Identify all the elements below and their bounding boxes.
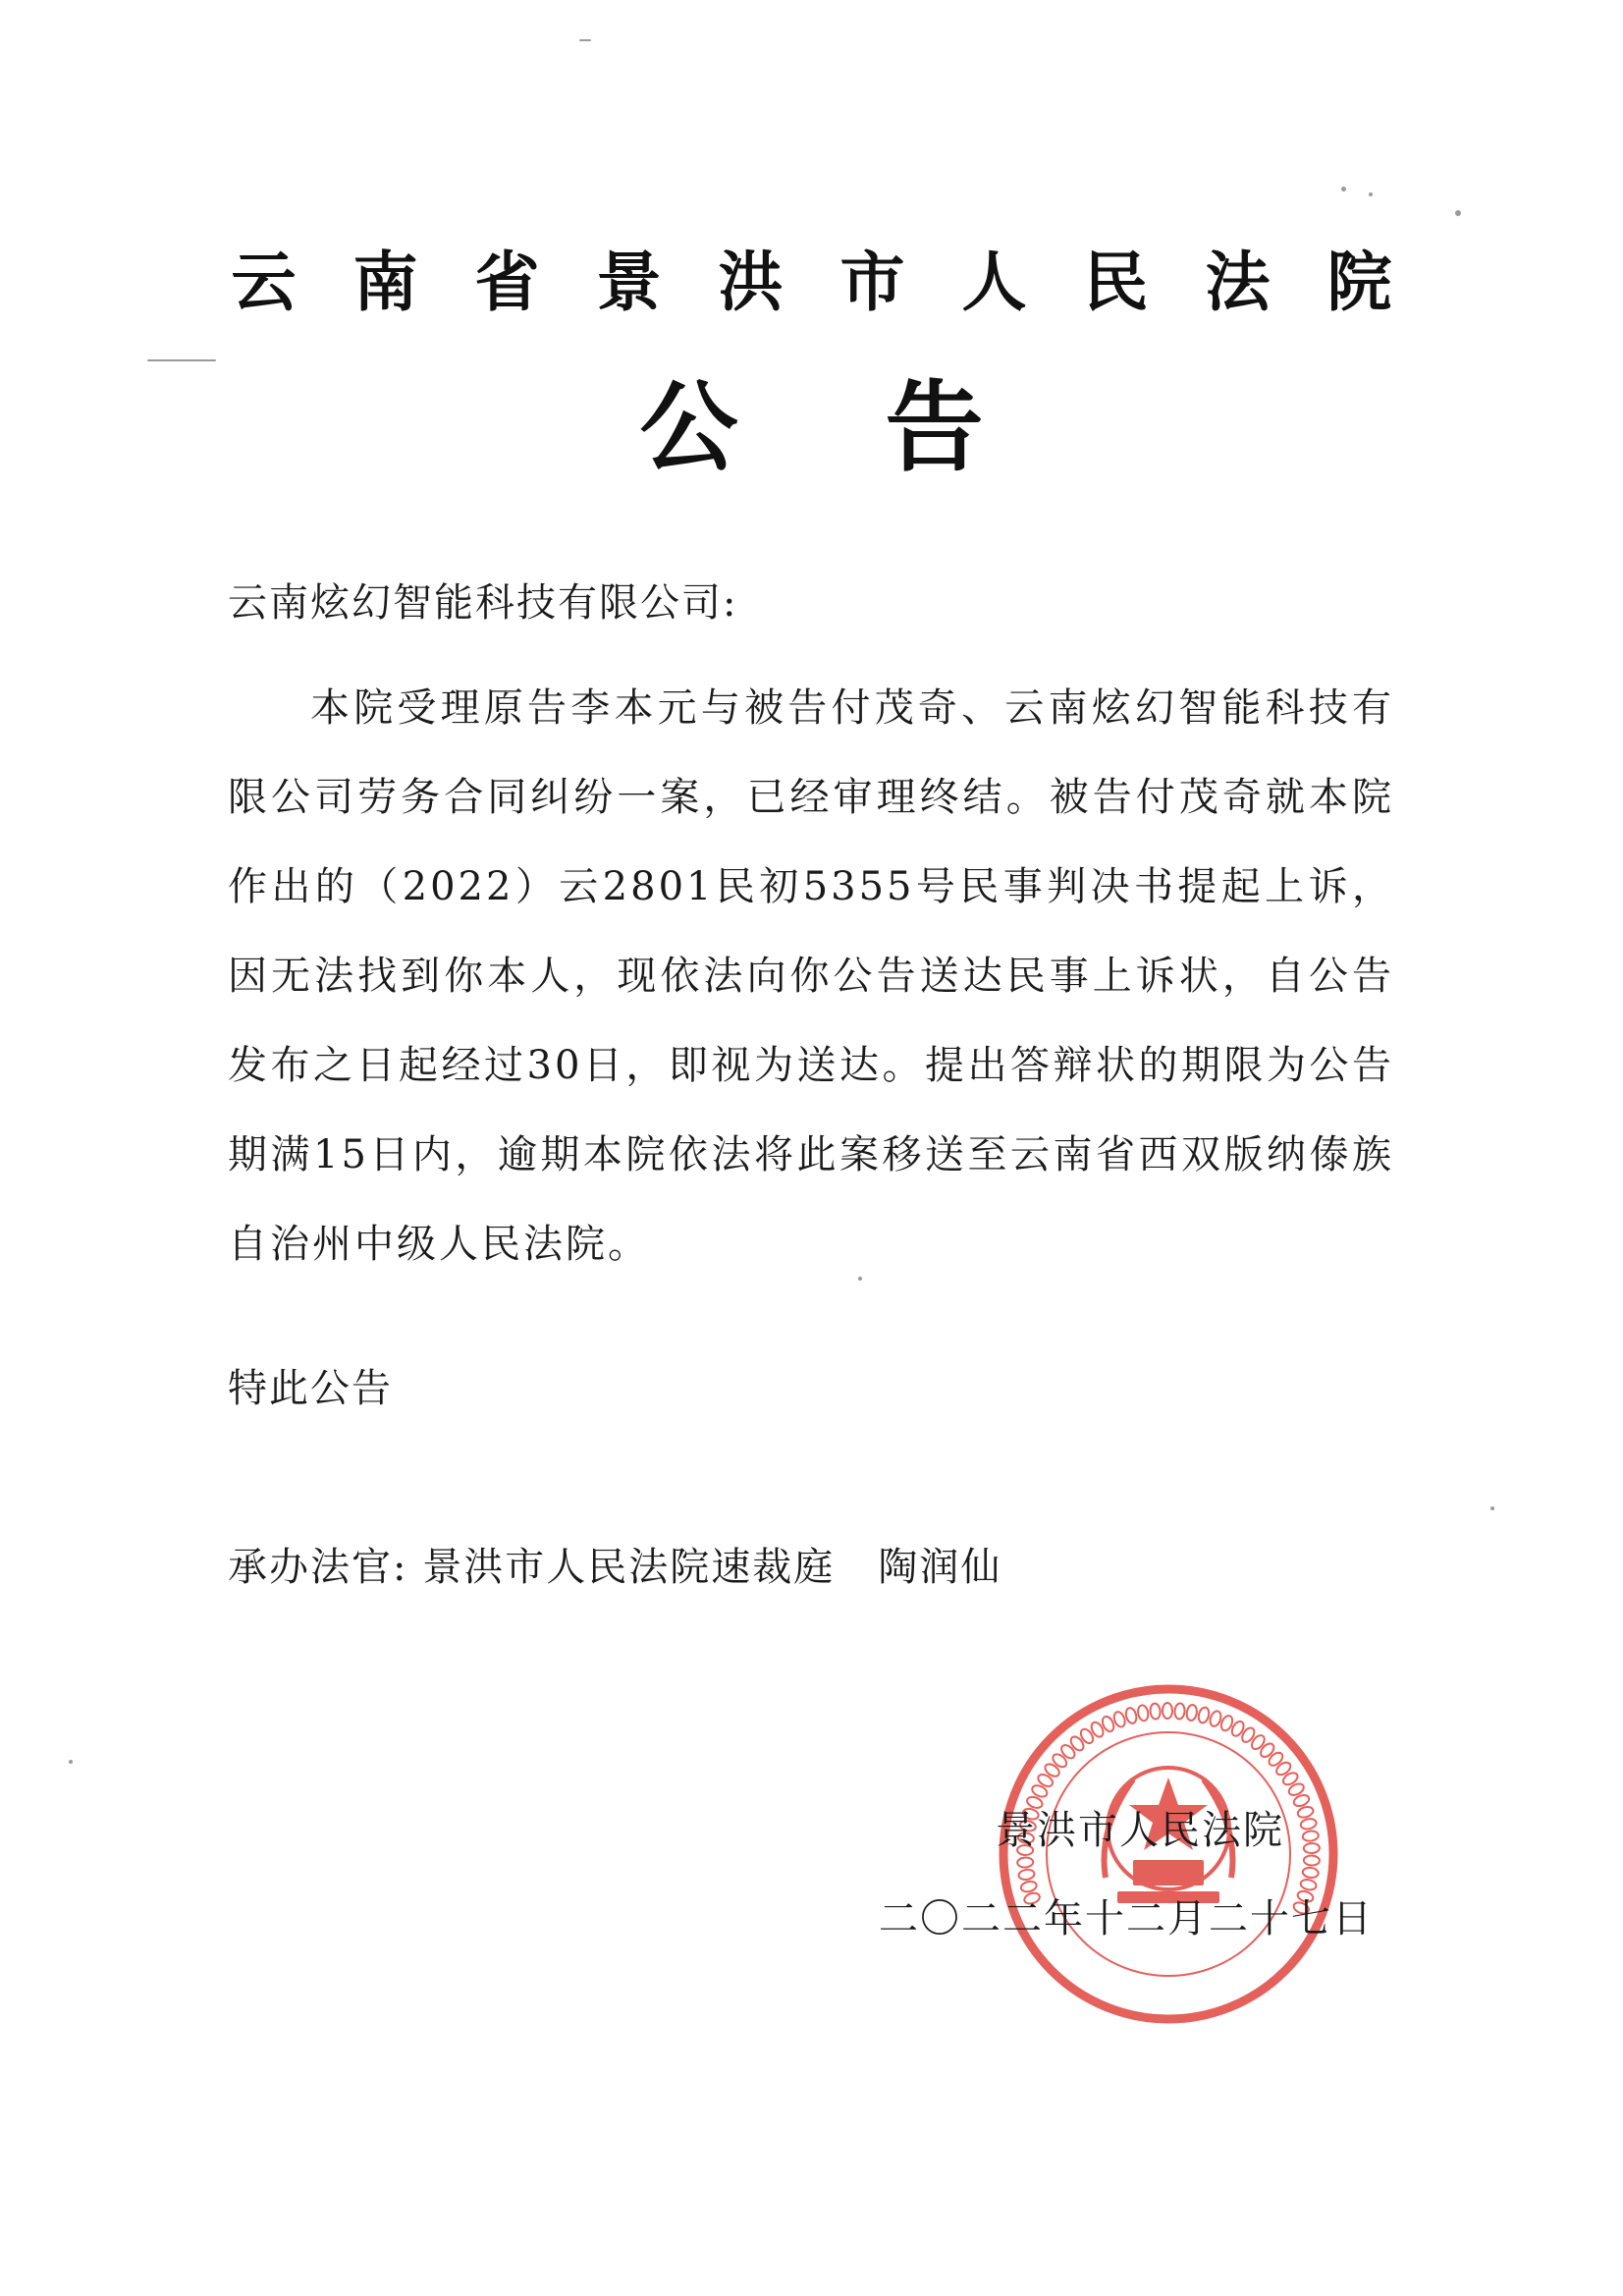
scan-speck [858, 1277, 862, 1281]
scan-speck [147, 359, 216, 361]
scan-speck [1455, 210, 1461, 216]
issuing-court-signature: 景洪市人民法院 [996, 1808, 1284, 1853]
closing-phrase: 特此公告 [228, 1366, 393, 1411]
presiding-judge-line [228, 1540, 1001, 1595]
scan-speck [579, 39, 591, 41]
notice-body-paragraph: 本院受理原告李本元与被告付茂奇、云南炫幻智能科技有限公司劳务合同纠纷一案，已经审理终结。被告付茂奇就本院作出的（2022）云2801民初5355号民事判决书提起上诉，因无法找到你本人，现依法向你公告送达民事上诉状，自公告发布之日起经过30日，即视为送达。提出答辩状的期限为公告期满15日内，逾期本院依法将此案移送至云南省西双版纳傣族自治州中级人民法院。 [228, 685, 1394, 1267]
judge-name: 陶润仙 [878, 1545, 1002, 1590]
judge-label: 承办法官: [228, 1545, 408, 1590]
issue-date: 二〇二二年十二月二十七日 [879, 1896, 1374, 1941]
court-name-heading: 云南省景洪市人民法院 [231, 245, 1449, 320]
scan-speck [1369, 192, 1373, 196]
scan-speck [69, 1760, 73, 1764]
judge-tribunal: 景洪市人民法院速裁庭 [422, 1545, 836, 1590]
addressee: 云南炫幻智能科技有限公司: [228, 580, 738, 626]
scan-speck [1490, 1506, 1494, 1510]
document-type-heading: 公告 [639, 370, 1131, 485]
scan-speck [1341, 187, 1346, 191]
